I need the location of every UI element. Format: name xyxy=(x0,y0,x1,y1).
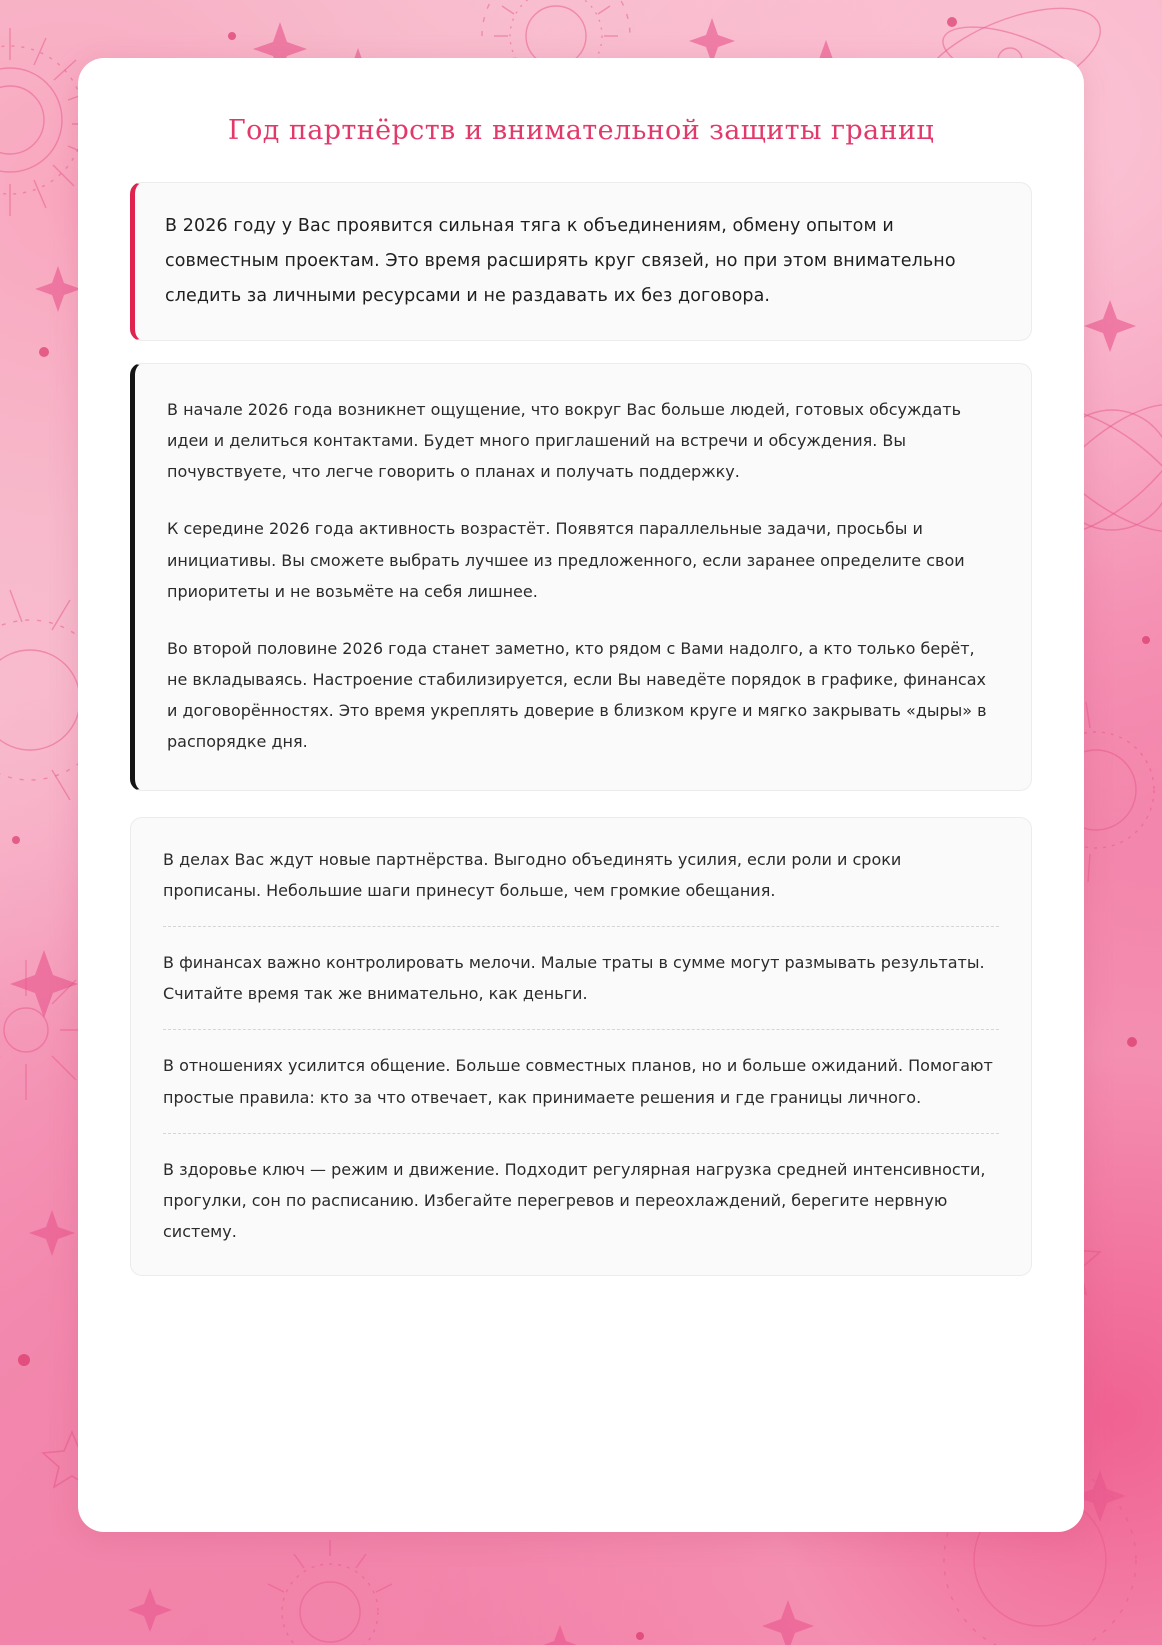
sun-burst-icon xyxy=(268,1540,392,1645)
intro-text: В 2026 году у Вас проявится сильная тяга к объединениям, обмену опытом и совместным проектам. Это время расширять круг связей, но при этом внимательно следить за личными ресурсами и не раздавать их без договора. xyxy=(165,215,956,306)
period-paragraph: В начале 2026 года возникнет ощущение, что вокруг Вас больше людей, готовых обсуждать идеи и делиться контактами. Будет много приглашений на встречи и обсуждения. Вы почувствуете, что легче говорить о планах и получать поддержку. xyxy=(167,399,962,482)
list-item: В отношениях усилится общение. Больше совместных планов, но и больше ожиданий. Помогают простые правила: кто за что отвечает, как принимаете решения и где границы личного. xyxy=(163,1050,999,1133)
periods-block xyxy=(130,363,1032,791)
spheres-block xyxy=(130,817,1032,1277)
list-item: В делах Вас ждут новые партнёрства. Выгодно объединять усилия, если роли и сроки прописаны. Небольшие шаги принесут больше, чем громкие обещания. xyxy=(163,844,999,927)
intro-block xyxy=(130,182,1032,341)
period-paragraph: Во второй половине 2026 года станет заметно, кто рядом с Вами надолго, а кто только берёт, не вкладываясь. Настроение стабилизируется, если Вы наведёте порядок в графике, финансах и договорённостях. Это время укреплять доверие в близком круге и мягко закрывать «дыры» в распорядке дня. xyxy=(167,638,987,752)
list-item: В финансах важно контролировать мелочи. Малые траты в сумме могут размывать результаты. Считайте время так же внимательно, как деньги. xyxy=(163,947,999,1030)
page-title: Год партнёрств и внимательной защиты границ xyxy=(227,115,935,146)
list-item: В здоровье ключ — режим и движение. Подходит регулярная нагрузка средней интенсивности, прогулки, сон по расписанию. Избегайте перегревов и переохлаждений, берегите нервную систему. xyxy=(163,1159,986,1242)
content-sheet xyxy=(78,58,1084,1532)
period-paragraph: К середине 2026 года активность возрастёт. Появятся параллельные задачи, просьбы и инициативы. Вы сможете выбрать лучшее из предложенного, если заранее определите свои приоритеты и не возьмёте на себя лишнее. xyxy=(167,519,965,601)
